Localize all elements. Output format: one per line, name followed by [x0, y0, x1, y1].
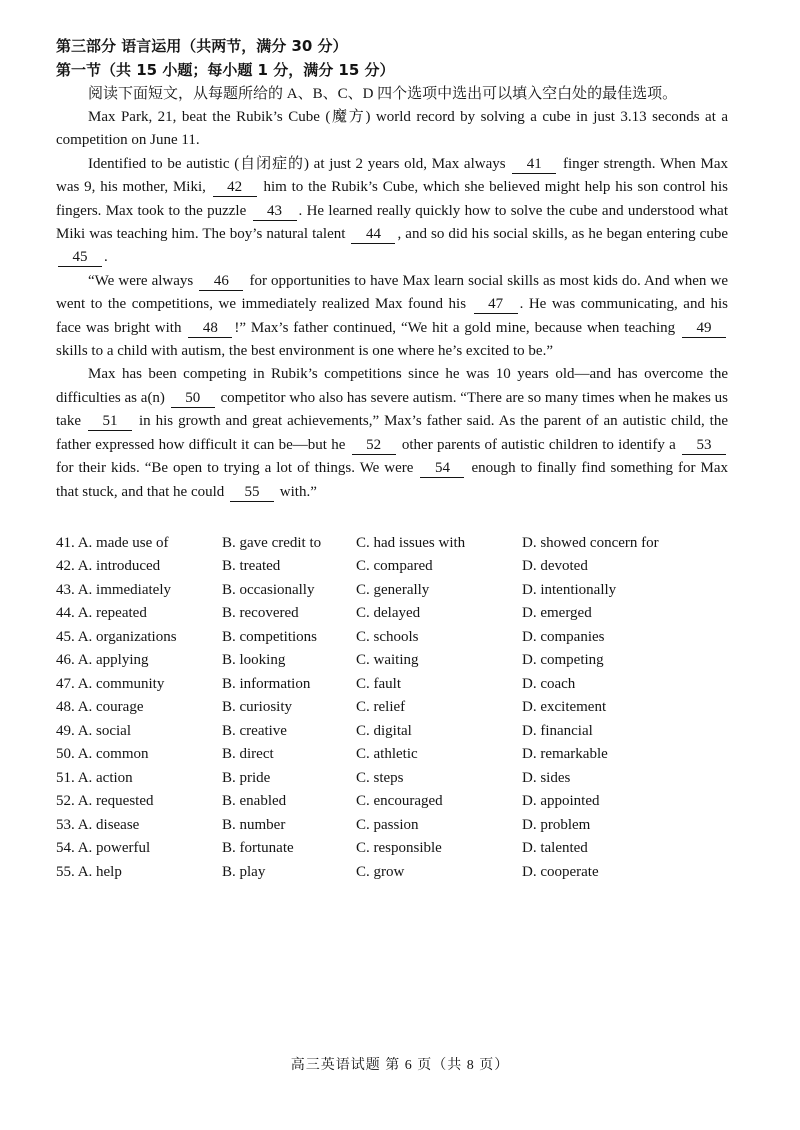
option-b — [222, 579, 356, 603]
option-b — [222, 696, 356, 720]
passage-text: in his growth and great achievements,” Max’s father said. As the parent of an autistic child, the father expressed how difficult it can be—but he — [56, 413, 728, 453]
option-text: A. community — [77, 675, 165, 692]
option-text: D. excitement — [522, 699, 607, 716]
option-d — [522, 649, 702, 673]
question-number: 44. — [56, 605, 75, 622]
passage-text: . He learned really quickly how to solve the cube and understood what Miki was teaching him. The boy’s natural talent — [56, 202, 729, 243]
option-text: C. grow — [356, 863, 405, 880]
option-a — [56, 602, 222, 626]
blank-51: 51 — [88, 413, 132, 431]
option-text: C. had issues with — [356, 534, 466, 551]
option-a — [56, 532, 222, 556]
option-d — [522, 673, 702, 697]
passage-text: competitor who also has severe autism. “There are so many times when he makes us take — [56, 389, 729, 430]
option-a — [56, 767, 222, 791]
option-text: C. responsible — [356, 840, 442, 857]
option-text: B. gave credit to — [222, 534, 322, 551]
option-text: A. immediately — [77, 581, 171, 598]
option-b — [222, 837, 356, 861]
option-text: D. sides — [522, 769, 571, 786]
passage-text: enough to finally find something for Max that stuck, and that he could — [56, 460, 728, 500]
passage-text: Max Park, 21, beat the Rubik’s Cube (魔方) world record by solving a cube in just 3.13 seconds at a competition on June 11. — [56, 109, 728, 149]
option-text: B. creative — [222, 722, 287, 739]
option-text: D. intentionally — [522, 581, 617, 598]
passage-text: . He was communicating, and his face was bright with — [56, 296, 728, 336]
option-a — [56, 673, 222, 697]
option-b — [222, 555, 356, 579]
blank-42: 42 — [213, 179, 257, 197]
option-d — [522, 837, 702, 861]
option-c — [356, 673, 522, 697]
option-text: A. social — [77, 722, 132, 739]
option-a — [56, 837, 222, 861]
option-text: A. introduced — [77, 558, 161, 575]
option-c — [356, 602, 522, 626]
blank-52: 52 — [352, 437, 396, 455]
option-text: B. recovered — [222, 605, 299, 622]
question-row — [56, 743, 728, 767]
question-row — [56, 649, 728, 673]
option-text: C. compared — [356, 558, 433, 575]
option-text: B. pride — [222, 769, 271, 786]
option-text: A. powerful — [77, 840, 151, 857]
option-text: D. cooperate — [522, 863, 599, 880]
option-text: D. talented — [522, 840, 588, 857]
option-a — [56, 861, 222, 885]
option-a — [56, 555, 222, 579]
option-text: D. financial — [522, 722, 593, 739]
option-b — [222, 532, 356, 556]
question-row — [56, 767, 728, 791]
question-row — [56, 790, 728, 814]
option-d — [522, 790, 702, 814]
blank-47: 47 — [474, 296, 518, 314]
instruction-text: 阅读下面短文，从每题所给的 A、B、C、D 四个选项中选出可以填入空白处的最佳选项。 — [88, 86, 678, 102]
option-text: A. disease — [77, 816, 140, 833]
passage-paragraph — [56, 363, 728, 503]
option-d — [522, 532, 702, 556]
blank-45: 45 — [58, 249, 102, 267]
option-text: C. schools — [356, 628, 419, 645]
option-text: C. relief — [356, 699, 406, 716]
option-d — [522, 814, 702, 838]
option-text: D. problem — [522, 816, 591, 833]
option-a — [56, 790, 222, 814]
option-text: D. competing — [522, 652, 604, 669]
option-a — [56, 696, 222, 720]
option-d — [522, 579, 702, 603]
option-text: B. play — [222, 863, 266, 880]
passage-text: other parents of autistic children to identify a — [397, 436, 680, 453]
option-text: B. looking — [222, 652, 286, 669]
option-text: A. courage — [77, 699, 144, 716]
question-number: 47. — [56, 675, 75, 692]
question-row — [56, 814, 728, 838]
passage-text: for opportunities to have Max learn social skills as most kids do. And when we went to the competitions, we immediately realized Max found his — [56, 272, 728, 313]
option-d — [522, 743, 702, 767]
question-row — [56, 673, 728, 697]
option-text: B. direct — [222, 746, 274, 763]
answer-options — [56, 532, 728, 885]
question-number: 48. — [56, 699, 75, 716]
option-c — [356, 861, 522, 885]
blank-50: 50 — [171, 390, 215, 408]
passage-text: for their kids. “Be open to trying a lot of things. We were — [56, 460, 419, 477]
option-text: C. steps — [356, 769, 404, 786]
option-a — [56, 649, 222, 673]
option-a — [56, 720, 222, 744]
blank-53: 53 — [682, 437, 726, 455]
option-c — [356, 555, 522, 579]
option-c — [356, 696, 522, 720]
passage-paragraph — [56, 106, 728, 153]
option-b — [222, 814, 356, 838]
option-c — [356, 532, 522, 556]
question-number: 42. — [56, 558, 75, 575]
option-text: A. organizations — [77, 628, 177, 645]
option-text: D. showed concern for — [522, 534, 659, 551]
blank-43: 43 — [253, 203, 297, 221]
question-row — [56, 555, 728, 579]
option-d — [522, 555, 702, 579]
question-number: 50. — [56, 746, 75, 763]
page-footer: 高三英语试题 第 6 页（共 8 页） — [290, 1058, 510, 1073]
option-a — [56, 579, 222, 603]
option-d — [522, 696, 702, 720]
option-b — [222, 790, 356, 814]
section-title: 第三部分 语言运用（共两节，满分 30 分） — [56, 37, 348, 55]
passage-text: finger strength. When Max was 9, his mother, Miki, — [56, 155, 728, 196]
option-c — [356, 743, 522, 767]
option-d — [522, 767, 702, 791]
option-text: A. applying — [77, 652, 149, 669]
option-b — [222, 767, 356, 791]
passage-text: !” Max’s father continued, “We hit a gold mine, because when teaching — [234, 319, 681, 336]
option-d — [522, 861, 702, 885]
option-text: C. generally — [356, 581, 430, 598]
option-text: D. coach — [522, 675, 576, 692]
option-c — [356, 790, 522, 814]
option-a — [56, 814, 222, 838]
option-b — [222, 602, 356, 626]
option-c — [356, 767, 522, 791]
option-d — [522, 602, 702, 626]
option-text: C. digital — [356, 722, 412, 739]
option-b — [222, 720, 356, 744]
question-number: 45. — [56, 628, 75, 645]
passage-paragraph — [56, 153, 728, 270]
question-number: 54. — [56, 840, 75, 857]
option-b — [222, 861, 356, 885]
question-number: 41. — [56, 534, 75, 551]
option-c — [356, 626, 522, 650]
question-row — [56, 579, 728, 603]
option-text: B. information — [222, 675, 311, 692]
passage-text: Max has been competing in Rubik’s competitions since he was 10 years old—and has overcome the difficulties as a(n) — [56, 366, 728, 406]
option-text: B. fortunate — [222, 840, 294, 857]
passage-paragraph — [56, 270, 728, 364]
question-number: 52. — [56, 793, 75, 810]
option-text: C. waiting — [356, 652, 419, 669]
blank-44: 44 — [351, 226, 395, 244]
passage-text: with.” — [276, 483, 317, 500]
passage — [56, 106, 728, 504]
option-text: D. devoted — [522, 558, 588, 575]
question-row — [56, 602, 728, 626]
option-c — [356, 837, 522, 861]
option-c — [356, 720, 522, 744]
question-number: 49. — [56, 722, 75, 739]
option-a — [56, 626, 222, 650]
passage-text: him to the Rubik’s Cube, which she believed might help his son control his fingers. Max took to the puzzle — [56, 179, 728, 219]
option-text: A. repeated — [77, 605, 147, 622]
passage-text: skills to a child with autism, the best environment is one where he’s excited to be.” — [56, 343, 553, 360]
passage-text: “We were always — [88, 272, 198, 289]
option-text: D. emerged — [522, 605, 592, 622]
option-text: C. encouraged — [356, 793, 443, 810]
option-b — [222, 649, 356, 673]
option-text: C. passion — [356, 816, 419, 833]
option-text: A. action — [77, 769, 133, 786]
option-text: A. common — [77, 746, 149, 763]
option-text: B. number — [222, 816, 286, 833]
option-text: C. athletic — [356, 746, 418, 763]
question-number: 46. — [56, 652, 75, 669]
option-text: B. competitions — [222, 628, 317, 645]
blank-41: 41 — [512, 156, 556, 174]
option-text: A. requested — [77, 793, 154, 810]
question-row — [56, 532, 728, 556]
passage-text: , and so did his social skills, as he began entering cube — [397, 226, 728, 243]
question-number: 51. — [56, 769, 75, 786]
question-row — [56, 720, 728, 744]
option-d — [522, 720, 702, 744]
question-number: 43. — [56, 581, 75, 598]
option-text: C. delayed — [356, 605, 421, 622]
question-row — [56, 626, 728, 650]
option-text: A. made use of — [77, 534, 169, 551]
blank-55: 55 — [230, 484, 274, 502]
option-b — [222, 626, 356, 650]
option-text: B. occasionally — [222, 581, 315, 598]
option-text: D. appointed — [522, 793, 600, 810]
blank-46: 46 — [199, 273, 243, 291]
option-a — [56, 743, 222, 767]
question-number: 55. — [56, 863, 75, 880]
question-row — [56, 696, 728, 720]
blank-48: 48 — [188, 320, 232, 338]
option-c — [356, 579, 522, 603]
option-text: A. help — [77, 863, 122, 880]
option-b — [222, 673, 356, 697]
question-number: 53. — [56, 816, 75, 833]
option-text: C. fault — [356, 675, 401, 692]
subsection-title: 第一节（共 15 小题；每小题 1 分，满分 15 分） — [56, 61, 395, 79]
option-text: B. enabled — [222, 793, 287, 810]
blank-49: 49 — [682, 320, 726, 338]
question-row — [56, 861, 728, 885]
passage-text: . — [104, 249, 108, 266]
option-text: B. treated — [222, 558, 281, 575]
question-row — [56, 837, 728, 861]
blank-54: 54 — [420, 460, 464, 478]
option-c — [356, 814, 522, 838]
option-c — [356, 649, 522, 673]
passage-text: Identified to be autistic (自闭症的) at just 2 years old, Max always — [88, 155, 511, 172]
option-text: D. remarkable — [522, 746, 608, 763]
option-b — [222, 743, 356, 767]
option-text: D. companies — [522, 628, 605, 645]
option-d — [522, 626, 702, 650]
option-text: B. curiosity — [222, 699, 292, 716]
